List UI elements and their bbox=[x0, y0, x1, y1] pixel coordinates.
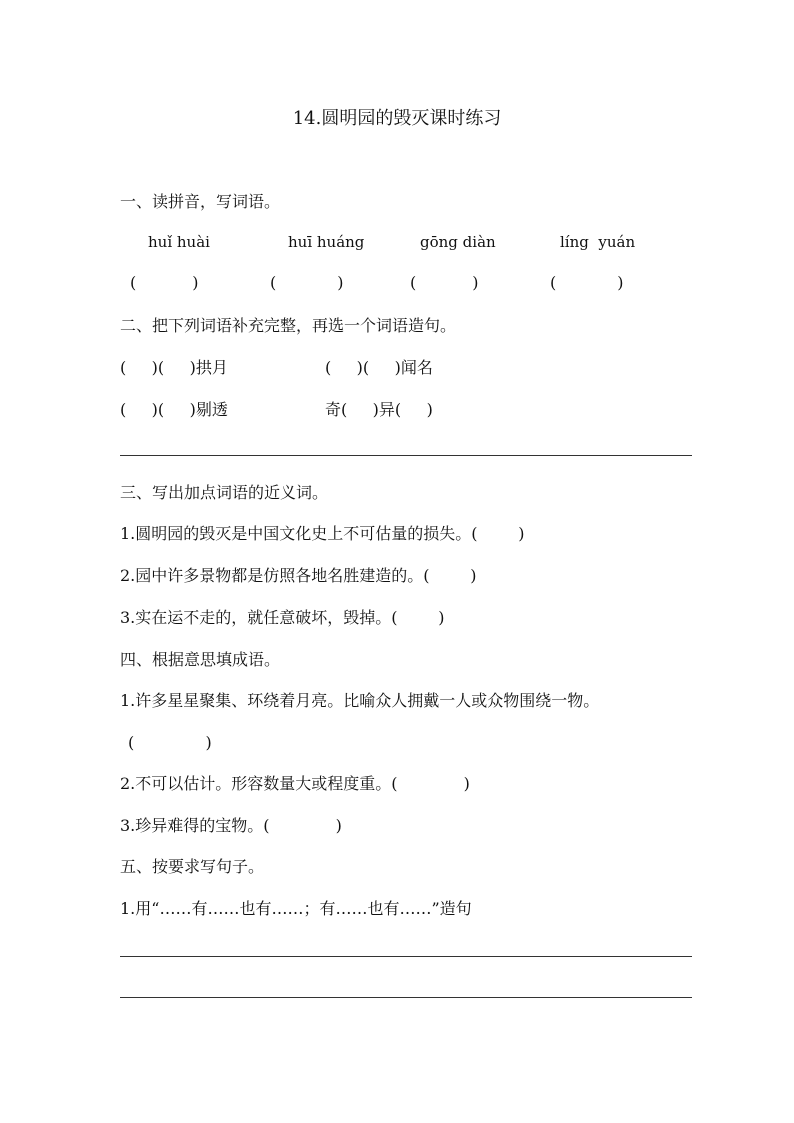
answer-blank-3[interactable]: ( ) bbox=[410, 273, 479, 292]
pinyin-2: huī huáng bbox=[288, 233, 365, 251]
section2-heading: 二、把下列词语补充完整，再选一个词语造句。 bbox=[120, 316, 457, 335]
idiom-answer-blank-1[interactable]: ( ) bbox=[128, 733, 212, 752]
idiom-fill-2[interactable]: ( )( )闻名 bbox=[325, 358, 433, 377]
synonym-question-2[interactable]: 2.园中许多景物都是仿照各地名胜建造的。( ) bbox=[120, 566, 477, 585]
answer-blank-2[interactable]: ( ) bbox=[270, 273, 344, 292]
pinyin-3: gōng diàn bbox=[420, 233, 496, 251]
section4-heading: 四、根据意思填成语。 bbox=[120, 650, 281, 669]
idiom-fill-1[interactable]: ( )( )拱月 bbox=[120, 358, 228, 377]
synonym-question-1[interactable]: 1.圆明园的毁灭是中国文化史上不可估量的损失。( ) bbox=[120, 524, 525, 543]
section5-heading: 五、按要求写句子。 bbox=[120, 857, 265, 876]
pinyin-1: huǐ huài bbox=[148, 233, 210, 251]
answer-line-2[interactable] bbox=[120, 956, 692, 957]
idiom-fill-4[interactable]: 奇( )异( ) bbox=[325, 400, 433, 419]
section1-heading: 一、读拼音，写词语。 bbox=[120, 192, 281, 211]
idiom-fill-3[interactable]: ( )( )剔透 bbox=[120, 400, 228, 419]
answer-line-3[interactable] bbox=[120, 997, 692, 998]
idiom-question-1: 1.许多星星聚集、环绕着月亮。比喻众人拥戴一人或众物围绕一物。 bbox=[120, 691, 600, 710]
pinyin-4: líng yuán bbox=[560, 233, 636, 251]
answer-line-1[interactable] bbox=[120, 455, 692, 456]
section3-heading: 三、写出加点词语的近义词。 bbox=[120, 483, 329, 502]
idiom-question-3[interactable]: 3.珍异难得的宝物。( ) bbox=[120, 816, 342, 835]
sentence-question-1: 1.用“……有……也有……；有……也有……”造句 bbox=[120, 899, 472, 918]
idiom-question-2[interactable]: 2.不可以估计。形容数量大或程度重。( ) bbox=[120, 774, 470, 793]
answer-blank-4[interactable]: ( ) bbox=[550, 273, 624, 292]
synonym-question-3[interactable]: 3.实在运不走的，就任意破坏，毁掉。( ) bbox=[120, 608, 445, 627]
answer-blank-1[interactable]: ( ) bbox=[130, 273, 199, 292]
page-title: 14.圆明园的毁灭课时练习 bbox=[292, 108, 502, 129]
